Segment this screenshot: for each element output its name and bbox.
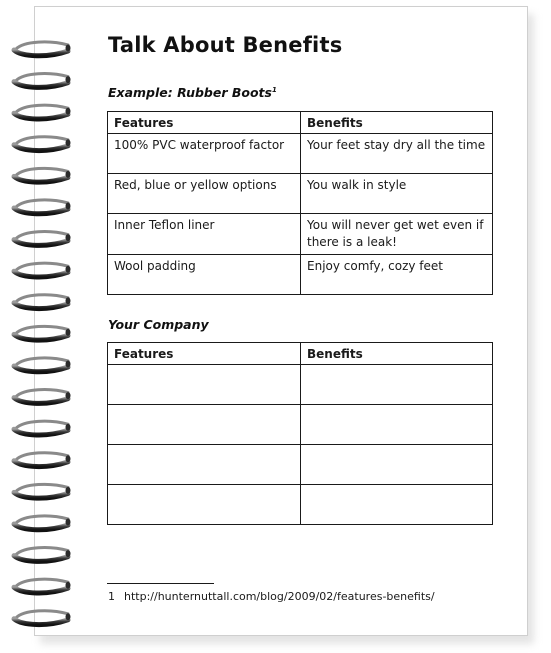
benefits-header: Benefits	[301, 112, 493, 134]
footnote-link[interactable]: http://hunternuttall.com/blog/2009/02/features-benefits/	[124, 590, 435, 603]
benefit-cell: You walk in style	[301, 174, 493, 214]
spiral-coil	[14, 105, 71, 119]
spiral-coil	[14, 516, 71, 530]
footnote-divider	[107, 583, 214, 584]
table-header-row	[108, 112, 493, 134]
spiral-coil	[14, 611, 71, 625]
page-title: Talk About Benefits	[108, 33, 343, 57]
spiral-coil	[14, 137, 71, 151]
example-features-table	[107, 111, 493, 295]
spiral-coil	[14, 263, 71, 277]
table-row	[108, 214, 493, 255]
benefit-cell: Enjoy comfy, cozy feet	[301, 255, 493, 295]
spiral-coil	[14, 168, 71, 182]
spiral-coil	[14, 453, 71, 467]
spiral-coil	[14, 579, 71, 593]
spiral-coil	[14, 358, 71, 372]
features-header: Features	[108, 112, 301, 134]
feature-cell: Inner Teflon liner	[108, 214, 301, 255]
table-row[interactable]	[108, 485, 493, 525]
example-heading	[108, 85, 277, 100]
table-header-row	[108, 343, 493, 365]
spiral-coil	[14, 295, 71, 309]
company-features-table	[107, 342, 493, 525]
feature-blank-cell[interactable]	[108, 405, 301, 445]
footnote-number: 1	[108, 590, 115, 603]
spiral-coil	[14, 390, 71, 404]
spiral-coil	[14, 484, 71, 498]
feature-cell: Wool padding	[108, 255, 301, 295]
benefit-cell: Your feet stay dry all the time	[301, 134, 493, 174]
features-header: Features	[108, 343, 301, 365]
feature-cell: 100% PVC waterproof factor	[108, 134, 301, 174]
footnote-marker: 1	[271, 85, 277, 94]
spiral-coil	[14, 42, 71, 56]
feature-cell: Red, blue or yellow options	[108, 174, 301, 214]
feature-blank-cell[interactable]	[108, 365, 301, 405]
spiral-coil	[14, 421, 71, 435]
table-row[interactable]	[108, 365, 493, 405]
benefit-blank-cell[interactable]	[301, 365, 493, 405]
table-row[interactable]	[108, 445, 493, 485]
benefit-cell: You will never get wet even if there is a leak!	[301, 214, 493, 255]
feature-blank-cell[interactable]	[108, 445, 301, 485]
benefit-blank-cell[interactable]	[301, 405, 493, 445]
benefit-blank-cell[interactable]	[301, 485, 493, 525]
footnote	[108, 590, 435, 603]
feature-blank-cell[interactable]	[108, 485, 301, 525]
spiral-coil	[14, 548, 71, 562]
spiral-coil	[14, 326, 71, 340]
spiral-coil	[14, 74, 71, 88]
company-heading-text: Your Company	[108, 317, 209, 332]
benefit-blank-cell[interactable]	[301, 445, 493, 485]
spiral-coil	[14, 232, 71, 246]
table-row	[108, 174, 493, 214]
table-row	[108, 255, 493, 295]
example-heading-text: Example: Rubber Boots	[108, 85, 272, 100]
company-heading	[108, 317, 209, 332]
benefits-header: Benefits	[301, 343, 493, 365]
spiral-binding	[10, 34, 74, 634]
table-row	[108, 134, 493, 174]
spiral-coil	[14, 200, 71, 214]
table-row[interactable]	[108, 405, 493, 445]
